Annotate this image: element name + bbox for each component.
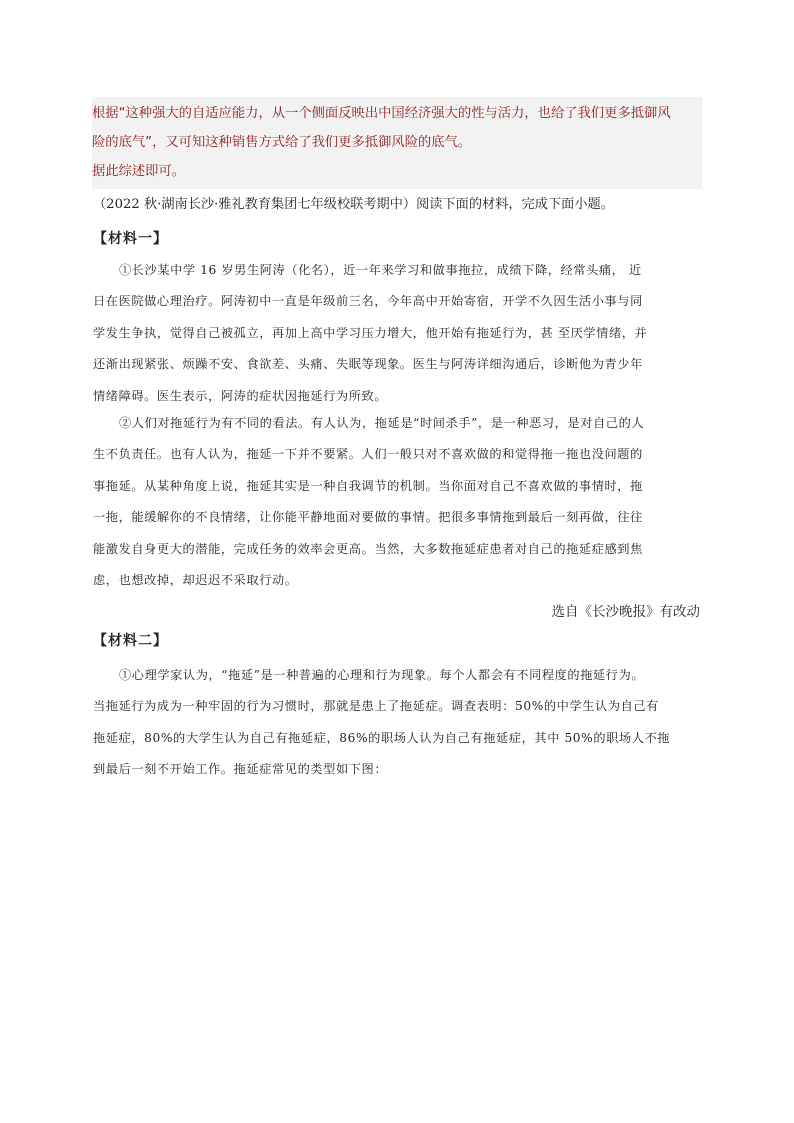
paragraph-line: 到最后一刻不开始工作。拖延症常见的类型如下图： [93, 762, 388, 777]
material-two-heading: 【材料二】 [93, 633, 168, 649]
material-one-paragraph-2 [93, 408, 705, 596]
paragraph-line: ②人们对拖延行为有不同的看法。有人认为，拖延是“时间杀手”，是一种恶习，是对自己的人 [119, 416, 645, 430]
paragraph-line: 虑，也想改掉，却迟迟不采取行动。 [93, 573, 298, 588]
paragraph-line: ①长沙某中学 16 岁男生阿涛（化名），近一年来学习和做事拖拉，成绩下降，经常头痛， 近 [119, 263, 642, 277]
paragraph-line: 生不负责任。也有人认为，拖延一下并不要紧。人们一般只对不喜欢做的和觉得拖一拖也没问题的 [93, 447, 643, 462]
answer-explanation-box [92, 97, 702, 189]
paragraph-line: ①心理学家认为，“拖延”是一种普遍的心理和行为现象。每个人都会有不同程度的拖延行为。 [119, 668, 645, 682]
material-one-paragraph-1 [93, 255, 705, 412]
answer-line-3: 据此综述即可。 [92, 164, 186, 179]
paragraph-line: 事拖延。从某种角度上说，拖延其实是一种自我调节的机制。当你面对自己不喜欢做的事情时，拖 [93, 478, 643, 493]
paragraph-line: 拖延症，80%的大学生认为自己有拖延症，86%的职场人认为自己有拖延症，其中 50%的职场人不拖 [93, 730, 671, 745]
material-one-source-note: 选自《长沙晚报》有改动 [551, 604, 700, 620]
paragraph-line: 一拖，能缓解你的不良情绪，让你能平静地面对要做的事情。把很多事情拖到最后一刻再做，往往 [93, 510, 643, 525]
answer-line-1: 根据“这种强大的自适应能力，从一个侧面反映出中国经济强大的性与活力，也给了我们更多抵御风 [92, 106, 671, 121]
material-one-heading: 【材料一】 [93, 231, 168, 247]
answer-line-2: 险的底气”，又可知这种销售方式给了我们更多抵御风险的底气。 [92, 135, 472, 150]
paragraph-line: 当拖延行为成为一种牢固的行为习惯时，那就是患上了拖延症。调查表明：50%的中学生认为自己有 [93, 699, 659, 714]
paragraph-line: 能激发自身更大的潜能，完成任务的效率会更高。当然，大多数拖延症患者对自己的拖延症感到焦 [93, 541, 643, 556]
paragraph-line: 情绪障碍。医生表示，阿涛的症状因拖延行为所致。 [93, 388, 388, 403]
question-source-line: （2022 秋·湖南长沙·雅礼教育集团七年级校联考期中）阅读下面的材料，完成下面小题。 [93, 197, 614, 212]
material-two-paragraph-1 [93, 660, 705, 786]
paragraph-line: 日在医院做心理治疗。阿涛初中一直是年级前三名，今年高中开始寄宿，开学不久因生活小事与同 [93, 294, 643, 309]
paragraph-line: 还渐出现紧张、烦躁不安、食欲差、头痛、失眠等现象。医生与阿涛详细沟通后，诊断他为青少年 [93, 357, 643, 372]
paragraph-line: 学发生争执，觉得自己被孤立，再加上高中学习压力增大，他开始有拖延行为，甚 至厌学情绪，并 [93, 325, 648, 340]
